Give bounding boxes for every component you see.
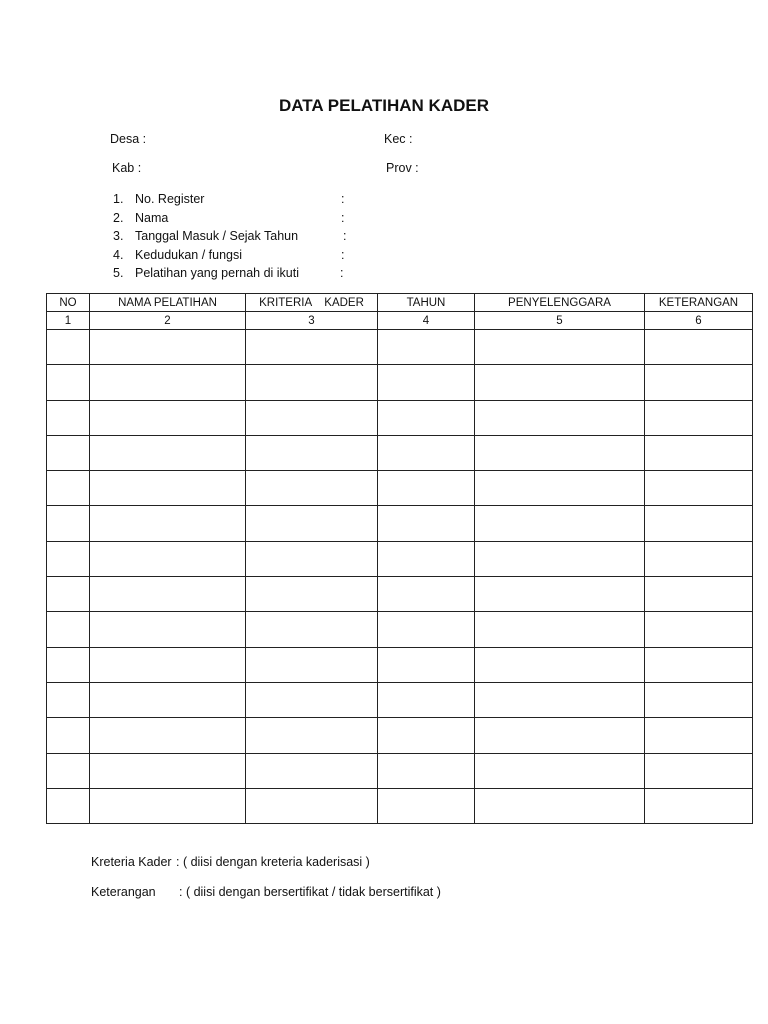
table-cell <box>378 753 475 788</box>
table-cell <box>645 788 753 823</box>
list-item <box>113 227 347 246</box>
table-cell <box>90 577 246 612</box>
list-item-colon: : <box>341 210 345 225</box>
header-kriteria-kader: KRITERIA KADER <box>246 294 378 312</box>
table-cell <box>378 718 475 753</box>
column-number: 1 <box>47 312 90 330</box>
table-cell <box>475 682 645 717</box>
table-cell <box>378 612 475 647</box>
list-item <box>113 209 345 228</box>
table-cell <box>90 365 246 400</box>
table-cell <box>90 682 246 717</box>
list-item-colon: : <box>343 229 347 244</box>
table-cell <box>378 330 475 365</box>
table-cell <box>378 577 475 612</box>
table-cell <box>645 753 753 788</box>
table-cell <box>475 435 645 470</box>
table-cell <box>246 753 378 788</box>
table-cell <box>378 400 475 435</box>
table-cell <box>90 471 246 506</box>
list-item <box>113 264 344 283</box>
table-cell <box>90 330 246 365</box>
table-cell <box>645 365 753 400</box>
table-row <box>47 788 753 823</box>
table-cell <box>645 330 753 365</box>
table-cell <box>475 471 645 506</box>
list-item-number: 1. <box>113 192 124 206</box>
list-item-colon: : <box>341 192 345 206</box>
table-cell <box>47 330 90 365</box>
table-cell <box>47 718 90 753</box>
table-cell <box>378 541 475 576</box>
page-title: DATA PELATIHAN KADER <box>279 96 489 115</box>
table-cell <box>475 647 645 682</box>
list-item-colon: : <box>341 247 345 262</box>
table-cell <box>475 400 645 435</box>
list-item-colon: : <box>340 266 344 281</box>
table-cell <box>246 435 378 470</box>
registration-list <box>113 190 347 283</box>
table-cell <box>246 647 378 682</box>
table-cell <box>47 753 90 788</box>
table-row <box>47 577 753 612</box>
table-cell <box>90 612 246 647</box>
table-row <box>47 753 753 788</box>
keterangan-note-text: : ( diisi dengan bersertifikat / tidak bersertifikat ) <box>179 885 441 899</box>
table-cell <box>47 647 90 682</box>
table-cell <box>47 400 90 435</box>
table-row <box>47 541 753 576</box>
table-cell <box>645 506 753 541</box>
header-keterangan: KETERANGAN <box>645 294 753 312</box>
table-row <box>47 647 753 682</box>
table-cell <box>645 647 753 682</box>
table-header-row <box>47 294 753 312</box>
table-cell <box>378 506 475 541</box>
kriteria-note <box>91 855 370 869</box>
keterangan-note-label: Keterangan <box>91 885 156 899</box>
table-cell <box>90 400 246 435</box>
table-cell <box>475 330 645 365</box>
table-row <box>47 612 753 647</box>
keterangan-note <box>91 885 441 899</box>
table-cell <box>246 682 378 717</box>
table-cell <box>475 753 645 788</box>
table-cell <box>475 577 645 612</box>
table-cell <box>378 682 475 717</box>
kec-field: Kec : <box>384 132 413 146</box>
table-cell <box>90 647 246 682</box>
table-cell <box>645 612 753 647</box>
table-cell <box>246 506 378 541</box>
table-cell <box>90 541 246 576</box>
table-row <box>47 400 753 435</box>
column-number: 4 <box>378 312 475 330</box>
table-cell <box>246 541 378 576</box>
list-item-label: Pelatihan yang pernah di ikuti <box>135 266 300 281</box>
table-cell <box>645 400 753 435</box>
table-cell <box>47 541 90 576</box>
list-item-number: 4. <box>113 247 124 262</box>
desa-field: Desa : <box>110 132 147 146</box>
table-cell <box>475 718 645 753</box>
header-penyelenggara: PENYELENGGARA <box>475 294 645 312</box>
list-item <box>113 246 345 265</box>
table-row <box>47 682 753 717</box>
table-cell <box>246 577 378 612</box>
table-cell <box>47 471 90 506</box>
header-tahun: TAHUN <box>378 294 475 312</box>
column-number: 3 <box>246 312 378 330</box>
list-item-number: 5. <box>113 266 124 281</box>
table-cell <box>47 682 90 717</box>
table-row <box>47 718 753 753</box>
list-item-number: 2. <box>113 210 124 225</box>
table-cell <box>90 718 246 753</box>
column-number: 6 <box>645 312 753 330</box>
training-table <box>46 293 753 824</box>
table-row <box>47 330 753 365</box>
table-cell <box>47 577 90 612</box>
table-cell <box>47 788 90 823</box>
kriteria-note-text: : ( diisi dengan kreteria kaderisasi ) <box>176 855 370 869</box>
kab-field: Kab : <box>112 161 142 175</box>
column-number-row <box>47 312 753 330</box>
table-cell <box>246 612 378 647</box>
table-row <box>47 435 753 470</box>
kriteria-note-label: Kreteria Kader <box>91 855 172 869</box>
column-number: 5 <box>475 312 645 330</box>
table-cell <box>246 365 378 400</box>
list-item <box>113 190 345 209</box>
table-cell <box>246 400 378 435</box>
table-cell <box>378 647 475 682</box>
table-cell <box>645 718 753 753</box>
header-no: NO <box>47 294 90 312</box>
table-cell <box>90 788 246 823</box>
list-item-number: 3. <box>113 229 124 244</box>
table-cell <box>378 435 475 470</box>
table-cell <box>475 612 645 647</box>
table-cell <box>475 365 645 400</box>
table-cell <box>645 541 753 576</box>
table-cell <box>378 471 475 506</box>
table-cell <box>645 577 753 612</box>
list-item-label: No. Register <box>135 192 205 206</box>
list-item-label: Kedudukan / fungsi <box>135 247 243 262</box>
table-cell <box>475 506 645 541</box>
table-cell <box>378 788 475 823</box>
list-item-label: Tanggal Masuk / Sejak Tahun <box>135 229 299 244</box>
table-cell <box>246 330 378 365</box>
table-cell <box>90 753 246 788</box>
table-cell <box>475 788 645 823</box>
table-cell <box>378 365 475 400</box>
table-row <box>47 471 753 506</box>
prov-field: Prov : <box>386 161 419 175</box>
table-cell <box>246 718 378 753</box>
table-cell <box>246 471 378 506</box>
table-cell <box>90 506 246 541</box>
table-cell <box>47 612 90 647</box>
table-cell <box>47 506 90 541</box>
table-cell <box>475 541 645 576</box>
list-item-label: Nama <box>135 210 169 225</box>
table-cell <box>47 365 90 400</box>
table-cell <box>47 435 90 470</box>
table-cell <box>645 682 753 717</box>
table-cell <box>645 471 753 506</box>
table-row <box>47 365 753 400</box>
table-cell <box>645 435 753 470</box>
table-cell <box>90 435 246 470</box>
column-number: 2 <box>90 312 246 330</box>
header-nama-pelatihan: NAMA PELATIHAN <box>90 294 246 312</box>
table-row <box>47 506 753 541</box>
table-cell <box>246 788 378 823</box>
